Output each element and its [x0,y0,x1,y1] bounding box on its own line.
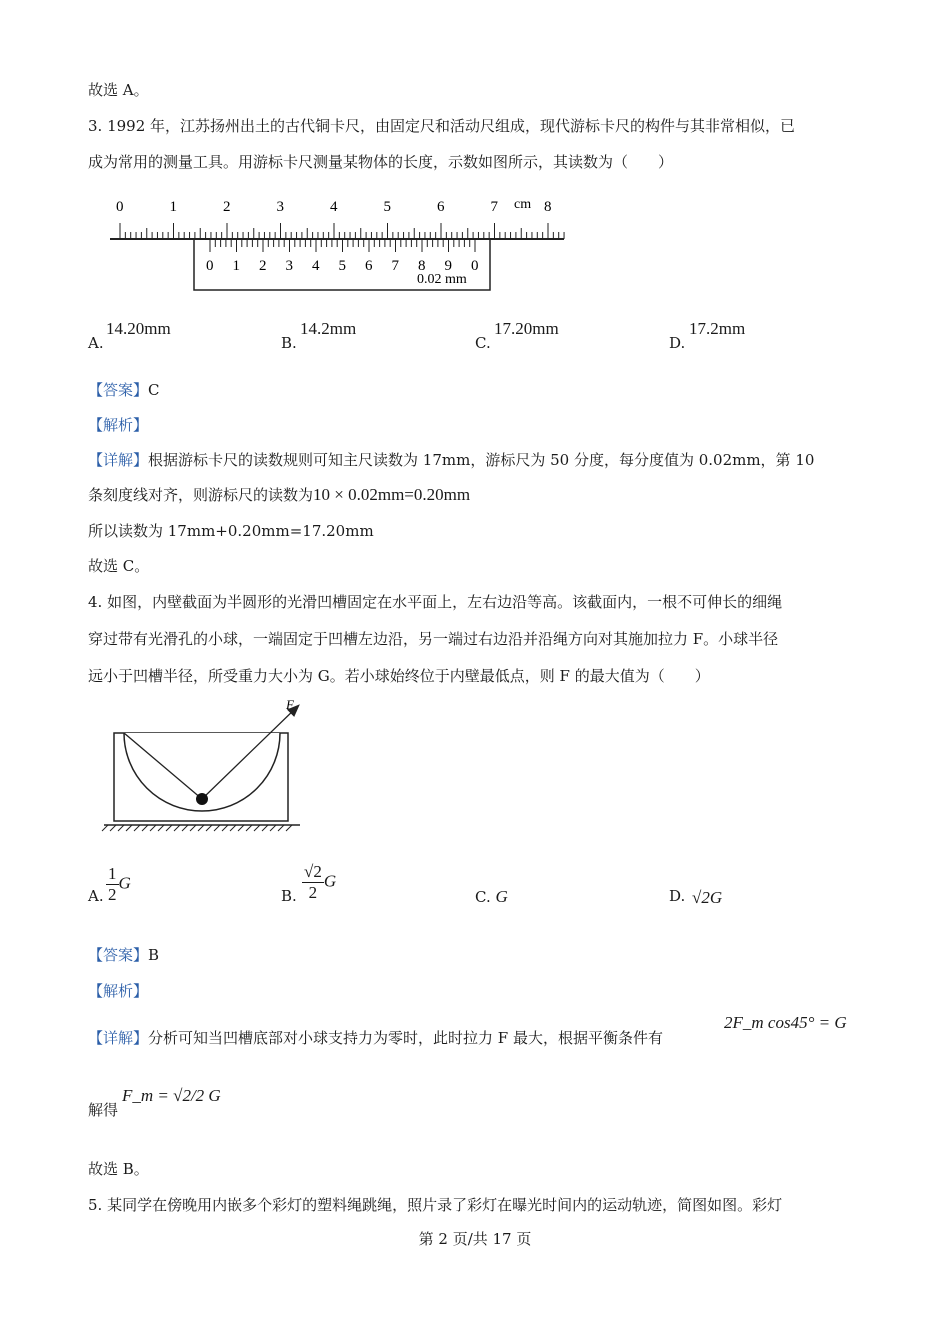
main-scale-label: 6 [437,199,445,215]
q3-option-b-value: 14.2mm [300,319,357,338]
q3-option-c-value: 17.20mm [494,319,559,338]
q5-stem-line1: 5. 某同学在傍晚用内嵌多个彩灯的塑料绳跳绳，照片录了彩灯在曝光时间内的运动轨迹，简图如图。彩灯 [88,1196,783,1214]
q3-answer [88,380,160,400]
main-scale-label: 8 [544,199,552,215]
q4-solve-label: 解得 [88,1101,119,1119]
ground-hatch [262,825,268,831]
vernier-label: 6 [365,258,373,274]
ground-hatch [214,825,220,831]
ground-hatch [230,825,236,831]
q4-stem-line1: 4. 如图，内壁截面为半圆形的光滑凹槽固定在水平面上，左右边沿等高。该截面内，一根不可伸长的细绳 [88,593,783,611]
vernier-label: 5 [338,258,346,274]
q3-option-a-letter: A. [88,334,104,352]
q4-option-a-value: $\frac{1}{2}$ G [108,864,131,904]
ground-hatch [270,825,276,831]
q3-stem-line2: 成为常用的测量工具。用游标卡尺测量某物体的长度，示数如图所示，其读数为（ ） [88,153,674,171]
q4-answer: 【答案】B [88,946,160,964]
q4-stem-line3: 远小于凹槽半径，所受重力大小为 G。若小球始终位于内壁最低点，则 F 的最大值为（ ） [88,667,710,685]
vernier-label: 8 [418,258,426,274]
ground-hatch [174,825,180,831]
vernier-label: 9 [444,258,452,274]
q4-analysis-tag: 【解析】 [88,982,149,1000]
ground-hatch [182,825,188,831]
q3-option-d-value: 17.2mm [689,319,746,338]
force-label: F [286,697,294,712]
q3-option-b-letter: B. [281,334,297,352]
ground-hatch [126,825,132,831]
main-scale-label: 3 [276,199,284,215]
vernier-label: 3 [285,258,293,274]
q3-stem-line1: 3. 1992 年，江苏扬州出土的古代铜卡尺，由固定尺和活动尺组成，现代游标卡尺的构件与其非常相似，已 [88,117,796,135]
ground-hatch [238,825,244,831]
vernier-label: 2 [259,258,267,274]
main-scale-label: 0 [116,199,124,215]
q3-detail-line1: 【详解】根据游标卡尺的读数规则可知主尺读数为 17mm，游标尺为 50 分度，每分度值为 0.02mm，第 10 [88,451,815,469]
ground-hatch [198,825,204,831]
ball [196,793,208,805]
q4-detail-line1: 【详解】分析可知当凹槽底部对小球支持力为零时，此时拉力 F 最大，根据平衡条件有 [88,1029,663,1047]
q4-equilibrium-equation: 2F_m cos45° = G [724,1013,847,1032]
ground-hatch [102,825,108,831]
q4-option-d-value: √2G [692,888,723,907]
q3-option-c-letter: C. [475,334,491,352]
main-scale-label: 7 [490,199,498,215]
page-footer: 第 2 页/共 17 页 [418,1230,532,1248]
ground-hatch [278,825,284,831]
q3-option-d-letter: D. [669,334,686,352]
ground-hatch [118,825,124,831]
main-scale-label: 2 [223,199,231,215]
q3-conclusion: 故选 C。 [88,557,150,575]
vernier-caliper-figure [104,190,574,296]
ground-hatch [166,825,172,831]
vernier-precision: 0.02 mm [417,272,467,287]
main-scale-label: 4 [330,199,338,215]
answer-value: C [148,381,160,399]
ground-hatch [206,825,212,831]
detail-tag: 【详解】 [88,451,149,469]
answer-tag: 【答案】 [88,381,149,399]
main-scale-unit: cm [514,197,532,212]
q3-detail-math: 10 × 0.02mm=0.20mm [313,485,471,504]
q3-analysis-tag: 【解析】 [88,416,149,434]
vernier-label: 7 [391,258,399,274]
q3-detail-line3: 所以读数为 17mm+0.20mm=17.20mm [88,522,374,540]
ground-hatch [158,825,164,831]
ground-hatch [286,825,292,831]
ground-hatch [254,825,260,831]
vernier-label: 1 [232,258,240,274]
q4-option-b-letter: B. [281,887,297,905]
vernier-label: 4 [312,258,320,274]
main-scale-label: 1 [169,199,177,215]
q2-conclusion: 故选 A。 [88,81,149,99]
ground-hatch [222,825,228,831]
ground-hatch [246,825,252,831]
ground-hatch [190,825,196,831]
q4-conclusion: 故选 B。 [88,1160,149,1178]
groove-figure [100,696,310,832]
q4-option-d-letter: D. [669,887,686,905]
q3-option-a-value: 14.20mm [106,319,171,338]
ground-hatch [134,825,140,831]
q4-option-c: C. G [475,887,508,906]
vernier-label: 0 [471,258,479,274]
main-scale-label: 5 [383,199,391,215]
q4-option-b-value: $\frac{√2}{2}$ G [304,862,337,902]
ground-hatch [142,825,148,831]
q3-detail-line2: 条刻度线对齐，则游标尺的读数为10 × 0.02mm=0.20mm [88,485,471,504]
ground-hatch [110,825,116,831]
q4-option-a-letter: A. [88,887,104,905]
q4-solution: F_m = √2/2 G [122,1086,221,1105]
vernier-label: 0 [206,258,214,274]
ground-hatch [150,825,156,831]
q4-stem-line2: 穿过带有光滑孔的小球，一端固定于凹槽左边沿，另一端过右边沿并沿绳方向对其施加拉力 F。小球半径 [88,630,779,648]
